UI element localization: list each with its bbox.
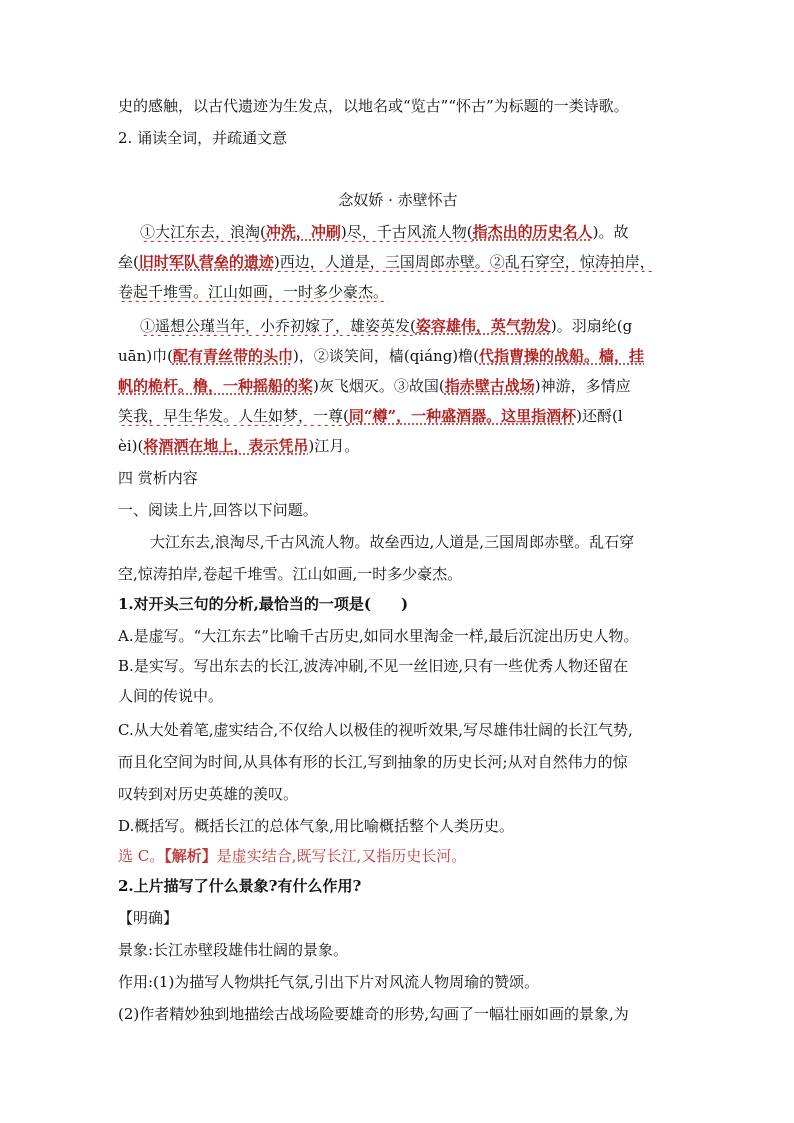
text: 垒( [118,253,139,271]
question-1-stem: 1.对开头三句的分析,最恰当的一项是( ) [118,595,409,613]
annotation: 配有青丝带的头巾 [172,347,293,365]
answer-choice: 选 C。 [118,847,165,865]
annotation: 同“樽”，一种盛酒器。这里指酒杯 [348,407,577,425]
text: )西边，人道是，三国周郎赤壁。②乱石穿空，惊涛拍岸， [273,253,655,271]
analysis-text: 是虚实结合,既写长江,又指历史长河。 [216,847,467,865]
annotation: 旧时军队营垒的遗迹 [138,253,274,271]
annotation: 将酒洒在地上，表示凭吊 [143,437,309,455]
poem-p2-line-5 [118,436,678,456]
poem-p2-line-4 [118,406,678,426]
option-b-line-1: B.是实写。写出东去的长江,波涛冲刷,不见一丝旧迹,只有一些优秀人物还留在 [118,657,629,675]
poem-p2-line-3 [118,376,678,396]
text: )灰飞烟灭。③故国( [313,377,445,395]
text: ①大江东去，浪淘( [140,223,266,241]
annotation: 冲洗，冲刷 [265,223,341,241]
annotation: 姿容雄伟，英气勃发 [415,317,551,335]
intro-line-1: 史的感触，以古代遗迹为生发点，以地名或“览古”“怀古”为标题的一类诗歌。 [118,97,629,115]
mingque-label: 【明确】 [118,909,179,927]
text: )。故 [592,223,629,241]
text: )。羽扇纶(g [550,317,633,335]
option-c-line-2: 而且化空间为时间,从具体有形的长江,写到抽象的历史长河;从对自然伟力的惊 [118,753,628,771]
poem-p1-line-2 [118,252,678,272]
text: )江月。 [308,437,360,455]
analysis-label: 【解析】 [164,847,217,865]
quote-line-2: 空,惊涛拍岸,卷起千堆雪。江山如画,一时多少豪杰。 [118,565,463,583]
text: )尽，千古风流人物( [340,223,473,241]
intro-line-2: 2. 诵读全词，并疏通文意 [118,129,288,147]
question-2-stem: 2.上片描写了什么景象?有什么作用? [118,877,362,895]
poem-p1-line-3 [118,282,678,302]
annotation: 指赤壁古战场 [444,377,535,395]
annotation: 代指曹操的战船。樯，挂 [479,347,645,365]
annotation: 帆的桅杆。橹，一种摇船的桨 [118,377,314,395]
function-line-2: (2)作者精妙独到地描绘古战场险要雄奇的形势,勾画了一幅壮丽如画的景象,为 [118,1005,629,1023]
poem-p1-line-1 [140,222,680,242]
text: 卷起千堆雪。江山如画，一时多少豪杰。 [118,283,389,301]
answer-explanation [118,846,678,866]
poem-p2-line-1 [140,316,680,336]
option-b-line-2: 人间的传说中。 [118,687,224,705]
option-c-line-1: C.从大处着笔,虚实结合,不仅给人以极佳的视听效果,写尽雄伟壮阔的长江气势, [118,721,633,739]
section-heading: 四 赏析内容 [118,469,198,487]
text: )还酹(l [576,407,623,425]
text: ①遥想公瑾当年，小乔初嫁了，雄姿英发( [140,317,416,335]
scene-description: 景象:长江赤壁段雄伟壮阔的景象。 [118,941,349,959]
option-d: D.概括写。概括长江的总体气象,用比喻概括整个人类历史。 [118,817,515,835]
section-subheading: 一、阅读上片,回答以下问题。 [118,501,318,519]
option-a: A.是虚写。“大江东去”比喻千古历史,如同水里淘金一样,最后沉淀出历史人物。 [118,627,639,645]
text: )神游，多情应 [534,377,631,395]
annotation: 指杰出的历史名人 [472,223,593,241]
function-line-1: 作用:(1)为描写人物烘托气氛,引出下片对风流人物周瑜的赞颂。 [118,973,540,991]
poem-title: 念奴娇 · 赤壁怀古 [338,191,458,209]
option-c-line-3: 叹转到对历史英雄的羡叹。 [118,785,299,803]
text: uān)巾( [118,347,173,365]
quote-line-1: 大江东去,浪淘尽,千古风流人物。故垒西边,人道是,三国周郎赤壁。乱石穿 [150,533,635,551]
text: )，②谈笑间，樯(qiáng)橹( [292,347,479,365]
poem-p2-line-2 [118,346,678,366]
text: èi)( [118,437,144,455]
text: 笑我，早生华发。人生如梦，一尊( [118,407,349,425]
